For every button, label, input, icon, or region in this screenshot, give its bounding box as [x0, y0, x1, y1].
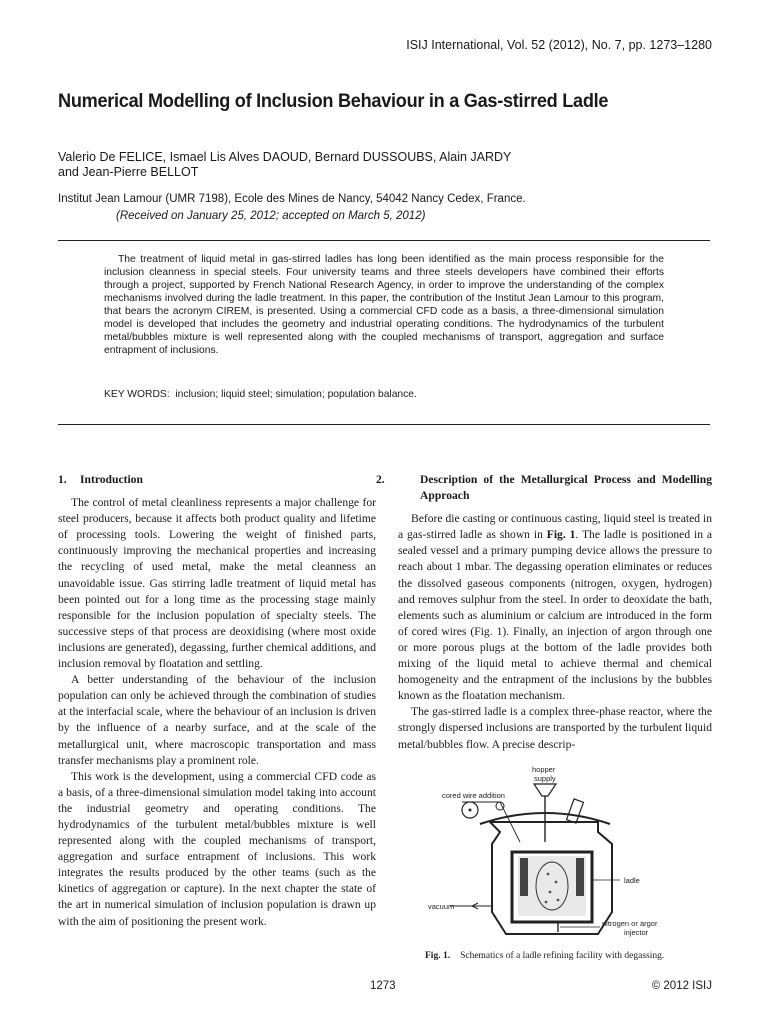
refractory-block-right: [576, 858, 584, 896]
section-2-paragraph: The gas-stirred ladle is a complex three-phase reactor, where the strongly dispersed inclusions are transported by the turbulent liquid metal/bubbles flow. A precise descrip-: [398, 705, 712, 751]
section-2-number: 2.: [376, 473, 385, 486]
label-vacuum: vacuum: [428, 902, 455, 911]
section-1-number: 1.: [58, 473, 67, 486]
caption-text: Schematics of a ladle refining facility with degassing.: [460, 951, 665, 961]
received-dates: (Received on January 25, 2012; accepted on March 5, 2012): [116, 210, 426, 222]
liquid-steel: [518, 856, 586, 916]
label-supply: supply: [534, 774, 556, 783]
abstract-text: The treatment of liquid metal in gas-stirred ladles has long been identified as the main process responsible for the inclusion cleanness in special steels. Four university teams and three steels developers have combined their efforts through a project, supported by French National Research Agency, in order to improve the understanding of the complex mechanisms involved during the ladle treatment. In this paper, the contribution of the Institut Jean Lamour to this program, that bears the acronym CIREM, is presented. Using a commercial CFD code as a basis, a three-dimensional simulation model is developed that includes the geometry and industrial operating conditions. The hydrodynamics of the turbulent metal/bubbles mixture is well represented along with the coupled mechanisms of transport, aggregation and surface entrapment of inclusions.: [104, 254, 664, 356]
section-2-paragraph: Before die casting or continuous casting, liquid steel is treated in a gas-stirred ladle as shown in Fig. 1. The ladle is positioned in a sealed vessel and a primary pumping device allows the pressure to reach about 1 mbar. The degassing operation eliminates or reduces the dissolved gaseous components (nitrogen, oxygen, hydrogen) and removes sulphur from the steel. In order to deoxidate the bath, elements such as aluminium or calcium are introduced in the form of cored wires (Fig. 1). Finally, an injection of argon through one or more porous plugs at the bottom of the ladle provides both mixing of the liquid metal to achieve thermal and chemical homogeneity and the entrapment of the inclusions by the bubbles known as the floatation mechanism.: [398, 512, 712, 703]
section-1-paragraph: This work is the development, using a commercial CFD code as a basis, of a three-dimensional simulation model taking into account the industrial geometry and operating conditions. The hydrodynamics of the turbulent metal/bubbles mixture is well represented along with the coupled mechanisms of transport, aggregation and surface entrapment of inclusions. This work integrates the results produced by the other teams (such as the kinetics of aggregation or capture). In the next chapter the state of the art in numerical simulation of inclusion population is drawn up with the aim of positioning the present work.: [58, 769, 376, 928]
right-column: [376, 472, 712, 753]
page-number: 1273: [370, 980, 396, 992]
figure-1-ladle-schematic: [420, 762, 690, 950]
label-cored-wire: cored wire addition: [442, 791, 505, 800]
section-1-title: Introduction: [80, 473, 143, 486]
keywords-line: [104, 388, 664, 401]
section-1-heading: [58, 472, 376, 488]
authors-line-1: Valerio De FELICE, Ismael Lis Alves DAOUD, Bernard DUSSOUBS, Alain JARDY: [58, 150, 512, 164]
keywords-list: inclusion; liquid steel; simulation; population balance.: [175, 389, 417, 400]
caption-label: Fig. 1.: [425, 951, 451, 961]
affiliation-institute: Institut Jean Lamour (UMR 7198), Ecole des Mines de Nancy, 54042 Nancy Cedex, France.: [58, 193, 526, 205]
left-column: [58, 472, 376, 930]
paper-title: Numerical Modelling of Inclusion Behaviour in a Gas-stirred Ladle: [58, 90, 609, 112]
label-injector: injector: [624, 928, 649, 937]
refractory-block-left: [520, 858, 528, 896]
affiliation-block: [58, 191, 708, 225]
keywords-label: KEY WORDS:: [104, 389, 170, 400]
abstract-bottom-rule: [58, 424, 710, 425]
section-2-title: Description of the Metallurgical Process and Modelling Approach: [420, 473, 712, 503]
section-1-paragraph: A better understanding of the behaviour of the inclusion population can only be achieved through the combination of studies at the interfacial scale, where the behaviour of an inclusion is driven by the influence of a nearby surface, and at the scale of the metallurgical unit, where macroscopic transportation and mass transfer mechanisms play a prominent role.: [58, 673, 376, 767]
label-nitrogen: nitrogen or argor: [602, 919, 658, 928]
figure-1-caption: [425, 950, 715, 962]
copyright-notice: © 2012 ISIJ: [651, 980, 712, 992]
figure-reference: Fig. 1: [546, 528, 576, 542]
author-list: [58, 150, 698, 180]
hopper-shape: [534, 784, 556, 796]
section-2-heading: [376, 472, 712, 504]
label-hopper: hopper: [532, 765, 556, 774]
section-1-paragraph: The control of metal cleanliness represents a major challenge for steel producers, because it affects both product quality and lifetime of processing tools. Lowering the weight of finished parts, continuously improving the mechanical properties and increasing the recycling of used metal, make the metal cleanness an unavoidable issue. Gas stirring ladle treatment of liquid metal has been pointed out for a long time as the processing stage mainly responsible for the inclusion population of specialty steels. The successive steps of that process are deoxidising (where most oxide inclusions are generated), degassing, further chemical additions, and inclusion removal by floatation and settling.: [58, 496, 376, 671]
sensor-icon: [567, 799, 584, 823]
authors-line-2: and Jean-Pierre BELLOT: [58, 165, 199, 179]
journal-reference: ISIJ International, Vol. 52 (2012), No. 7, pp. 1273–1280: [406, 38, 712, 52]
abstract-top-rule: [58, 240, 710, 241]
label-ladle: ladle: [624, 876, 640, 885]
